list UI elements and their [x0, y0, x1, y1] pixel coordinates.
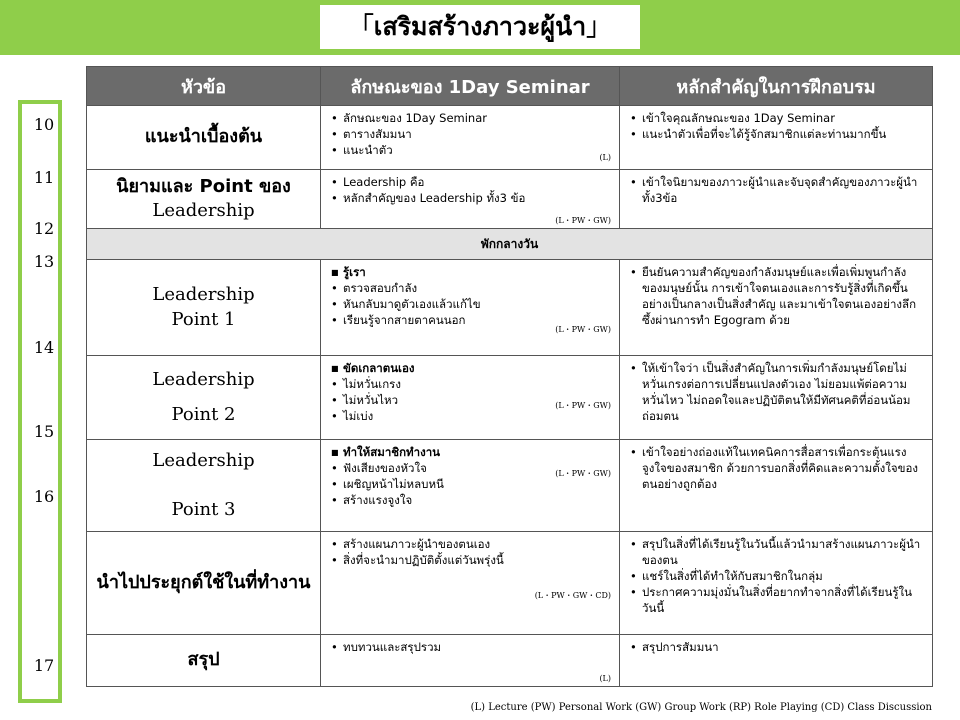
list-item: • เข้าใจอย่างถ่องแท้ในเทคนิคการสื่อสารเพื่อกระตุ้นแรงจูงใจของสมาชิก ด้วยการบอกสิ่งที่คิดและความตั้งใจของตนอย่างถูกต้อง [628, 444, 926, 492]
method-code: (L・PW・GW) [555, 215, 611, 225]
content-cell [321, 532, 620, 635]
topic-line: Leadership [152, 200, 255, 221]
topic-summary: สรุป [87, 635, 321, 687]
table-row [87, 106, 933, 170]
method-legend: (L) Lecture (PW) Personal Work (GW) Group Work (RP) Role Playing (CD) Class Discussion [470, 702, 932, 713]
list-item: • แนะนำตัวเพื่อที่จะได้รู้จักสมาชิกแต่ละท่านมากขึ้น [628, 126, 926, 142]
topic-definition [87, 170, 321, 229]
topic-apply: นำไปประยุกต์ใช้ในที่ทำงาน [87, 532, 321, 635]
list-item: • ไม่เบ่ง [329, 408, 613, 424]
list-item: • แชร์ในสิ่งที่ได้ทำให้กับสมาชิกในกลุ่ม [628, 568, 926, 584]
list-item: • ตรวจสอบกำลัง [329, 280, 613, 296]
list-item: • แนะนำตัว [329, 142, 613, 158]
list-item: • เข้าใจนิยามของภาวะผู้นำและจับจุดสำคัญของภาวะผู้นำทั้ง3ข้อ [628, 174, 926, 206]
method-code: (L) [599, 673, 611, 683]
topic-line: Leadership [152, 450, 255, 472]
list-item: • Leadership คือ [329, 174, 613, 190]
list-item: • สร้างแผนภาวะผู้นำของตนเอง [329, 536, 613, 552]
method-code: (L・PW・GW) [555, 401, 611, 410]
keypoint-cell [620, 635, 933, 687]
list-item: • ยืนยันความสำคัญของกำลังมนุษย์และเพื่อเพิ่มพูนกำลังของมนุษย์นั้น การเข้าใจตนเองและการรับรู้สิ่งที่เกิดขึ้นอย่างเป็นกลางเป็นสิ่งสำคัญ และมาเข้าใจตนเองอย่างลึกซึ้งผ่านการทำ Egogram ด้วย [628, 264, 926, 328]
time-label: 11 [33, 168, 55, 187]
keypoint-cell [620, 106, 933, 170]
list-heading: ■ ทำให้สมาชิกทำงาน [329, 444, 613, 460]
topic-line: Point 2 [171, 403, 236, 425]
list-item: • สรุปในสิ่งที่ได้เรียนรู้ในวันนี้แล้วนำมาสร้างแผนภาวะผู้นำของตน [628, 536, 926, 568]
topic-line: Leadership [152, 369, 255, 391]
table-row [87, 356, 933, 440]
list-item: • ฟังเสียงของหัวใจ [329, 460, 613, 476]
list-item: • ประกาศความมุ่งมั่นในสิ่งที่อยากทำจากสิ่งที่ได้เรียนรู้ในวันนี้ [628, 584, 926, 616]
method-code: (L) [599, 152, 611, 162]
method-code: (L・PW・GW・CD) [534, 591, 611, 600]
list-heading: ■ รู้เรา [329, 264, 613, 280]
table-row [87, 170, 933, 229]
topic-line: Point 3 [171, 498, 236, 520]
lunch-break: พักกลางวัน [87, 229, 933, 260]
time-label: 10 [33, 115, 55, 134]
topic-line: Point 1 [171, 308, 236, 330]
header-content: ลักษณะของ 1Day Seminar [321, 67, 620, 106]
list-item: • ลักษณะของ 1Day Seminar [329, 110, 613, 126]
list-item: • ทบทวนและสรุปรวม [329, 639, 613, 655]
list-item: • สร้างแรงจูงใจ [329, 492, 613, 508]
list-item: • หลักสำคัญของ Leadership ทั้ง3 ข้อ [329, 190, 613, 206]
topic-point-1 [87, 260, 321, 356]
list-item: • ไม่หวั่นไหว [329, 392, 613, 408]
timeline-frame [18, 100, 62, 703]
list-item: • ไม่หวั่นเกรง [329, 376, 613, 392]
content-cell [321, 106, 620, 170]
header-topic: หัวข้อ [87, 67, 321, 106]
list-item: • เรียนรู้จากสายตาคนนอก [329, 312, 613, 328]
time-label: 14 [33, 338, 55, 357]
keypoint-cell [620, 170, 933, 229]
list-item: • ให้เข้าใจว่า เป็นสิ่งสำคัญในการเพิ่มกำลังมนุษย์โดยไม่หวั่นเกรงต่อการเปลี่ยนแปลงตัวเอง ไม่ยอมแพ้ต่อความหวั่นไหว ไม่ถอดใจและปฏิบัติตนให้มีทัศนคติที่อ่อนน้อมถ่อมตน [628, 360, 926, 424]
topic-point-2 [87, 356, 321, 440]
header-keypoints: หลักสำคัญในการฝึกอบรม [620, 67, 933, 106]
table-row [87, 229, 933, 260]
table-row [87, 532, 933, 635]
page-title: 「เสริมสร้างภาวะผู้นำ」 [320, 5, 640, 49]
time-label: 12 [33, 219, 55, 238]
time-label: 17 [33, 656, 55, 675]
content-cell [321, 356, 620, 440]
time-label: 13 [33, 252, 55, 271]
topic-intro: แนะนำเบื้องต้น [87, 106, 321, 170]
topic-line: Leadership [152, 284, 255, 306]
keypoint-cell [620, 440, 933, 532]
list-item: • เผชิญหน้าไม่หลบหนี [329, 476, 613, 492]
seminar-schedule-table [86, 66, 933, 687]
method-code: (L・PW・GW) [555, 469, 611, 478]
table-row [87, 440, 933, 532]
list-heading: ■ ขัดเกลาตนเอง [329, 360, 613, 376]
list-item: • เข้าใจคุณลักษณะของ 1Day Seminar [628, 110, 926, 126]
time-label: 16 [33, 487, 55, 506]
content-cell [321, 260, 620, 356]
list-item: • สรุปการสัมมนา [628, 639, 926, 655]
list-item: • ตารางสัมมนา [329, 126, 613, 142]
list-item: • สิ่งที่จะนำมาปฏิบัติตั้งแต่วันพรุ่งนี้ [329, 552, 613, 568]
table-row [87, 635, 933, 687]
content-cell [321, 635, 620, 687]
keypoint-cell [620, 532, 933, 635]
method-code: (L・PW・GW) [555, 325, 611, 334]
keypoint-cell [620, 356, 933, 440]
keypoint-cell [620, 260, 933, 356]
table-row [87, 260, 933, 356]
topic-point-3 [87, 440, 321, 532]
list-item: • หันกลับมาดูตัวเองแล้วแก้ไข [329, 296, 613, 312]
time-label: 15 [33, 422, 55, 441]
topic-line: นิยามและ Point ของ [116, 175, 291, 197]
content-cell [321, 440, 620, 532]
content-cell [321, 170, 620, 229]
